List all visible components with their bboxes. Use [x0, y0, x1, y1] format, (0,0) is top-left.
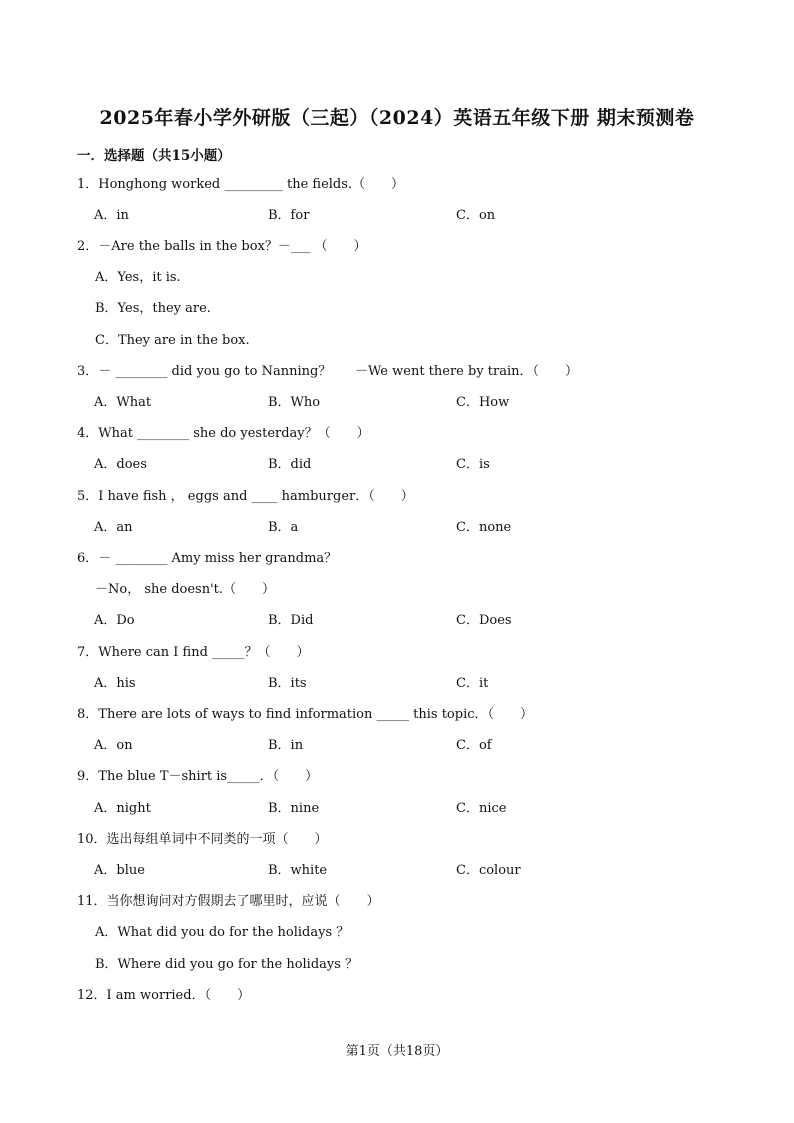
question-7-stem: 7．Where can I find _____？（ ）: [77, 645, 310, 660]
question-1-option-c[interactable]: C．on: [456, 208, 496, 223]
question-6-option-c[interactable]: C．Does: [456, 613, 512, 628]
question-1-stem: 1．Honghong worked _________ the fields.（ ）: [77, 177, 405, 192]
question-11-option-a[interactable]: A．What did you do for the holidays ？: [95, 925, 350, 940]
question-9-stem: 9．The blue T－shirt is_____．（ ）: [77, 769, 319, 784]
question-6-option-b[interactable]: B．Did: [268, 613, 314, 628]
question-2-stem: 2．－Are the balls in the box？－___ （ ）: [77, 239, 367, 254]
question-11-option-b[interactable]: B．Where did you go for the holidays ？: [95, 957, 359, 972]
question-10-option-a[interactable]: A．blue: [94, 863, 145, 878]
question-10-stem: 10．选出每组单词中不同类的一项（ ）: [77, 832, 328, 847]
question-8-option-c[interactable]: C．of: [456, 738, 492, 753]
question-4-stem: 4．What ________ she do yesterday？（ ）: [77, 426, 370, 441]
question-9-option-c[interactable]: C．nice: [456, 801, 507, 816]
question-2-option-b[interactable]: B．Yes，they are.: [95, 301, 211, 316]
question-8-stem: 8．There are lots of ways to find information _____ this topic．（ ）: [77, 707, 534, 722]
question-8-option-b[interactable]: B．in: [268, 738, 304, 753]
question-3-stem-response: －We went there by train．（ ）: [355, 364, 579, 379]
question-9-option-b[interactable]: B．nine: [268, 801, 320, 816]
question-10-option-c[interactable]: C．colour: [456, 863, 521, 878]
question-11-stem: 11．当你想询问对方假期去了哪里时，应说（ ）: [77, 894, 380, 909]
question-8-option-a[interactable]: A．on: [94, 738, 133, 753]
question-4-option-a[interactable]: A．does: [94, 457, 147, 472]
question-1-option-b[interactable]: B．for: [268, 208, 310, 223]
question-3-option-c[interactable]: C．How: [456, 395, 510, 410]
question-5-option-a[interactable]: A．an: [94, 520, 133, 535]
question-3-option-a[interactable]: A．What: [94, 395, 152, 410]
question-6-stem-response: －No， she doesn't.（ ）: [95, 582, 276, 597]
question-6-option-a[interactable]: A．Do: [94, 613, 135, 628]
page-footer: 第1页（共18页）: [345, 1044, 449, 1059]
question-12-stem: 12．I am worried．（ ）: [77, 988, 251, 1003]
question-7-option-a[interactable]: A．his: [94, 676, 136, 691]
question-5-option-c[interactable]: C．none: [456, 520, 512, 535]
question-5-stem: 5．I have fish ， eggs and ____ hamburger．（ ）: [77, 489, 414, 504]
question-6-stem: 6．－ ________ Amy miss her grandma？: [77, 551, 338, 566]
question-10-option-b[interactable]: B．white: [268, 863, 328, 878]
question-4-option-c[interactable]: C．is: [456, 457, 490, 472]
question-2-option-c[interactable]: C．They are in the box.: [95, 333, 250, 348]
question-3-option-b[interactable]: B．Who: [268, 395, 321, 410]
section-heading: 一．选择题（共15小题）: [77, 148, 231, 164]
question-9-option-a[interactable]: A．night: [94, 801, 151, 816]
question-3-stem: 3．－ ________ did you go to Nanning？: [77, 364, 332, 379]
question-1-option-a[interactable]: A．in: [94, 208, 129, 223]
page-title: 2025年春小学外研版（三起）（2024）英语五年级下册 期末预测卷: [99, 107, 695, 129]
question-7-option-b[interactable]: B．its: [268, 676, 307, 691]
question-4-option-b[interactable]: B．did: [268, 457, 312, 472]
question-7-option-c[interactable]: C．it: [456, 676, 489, 691]
question-2-option-a[interactable]: A．Yes，it is.: [95, 270, 181, 285]
question-5-option-b[interactable]: B．a: [268, 520, 299, 535]
